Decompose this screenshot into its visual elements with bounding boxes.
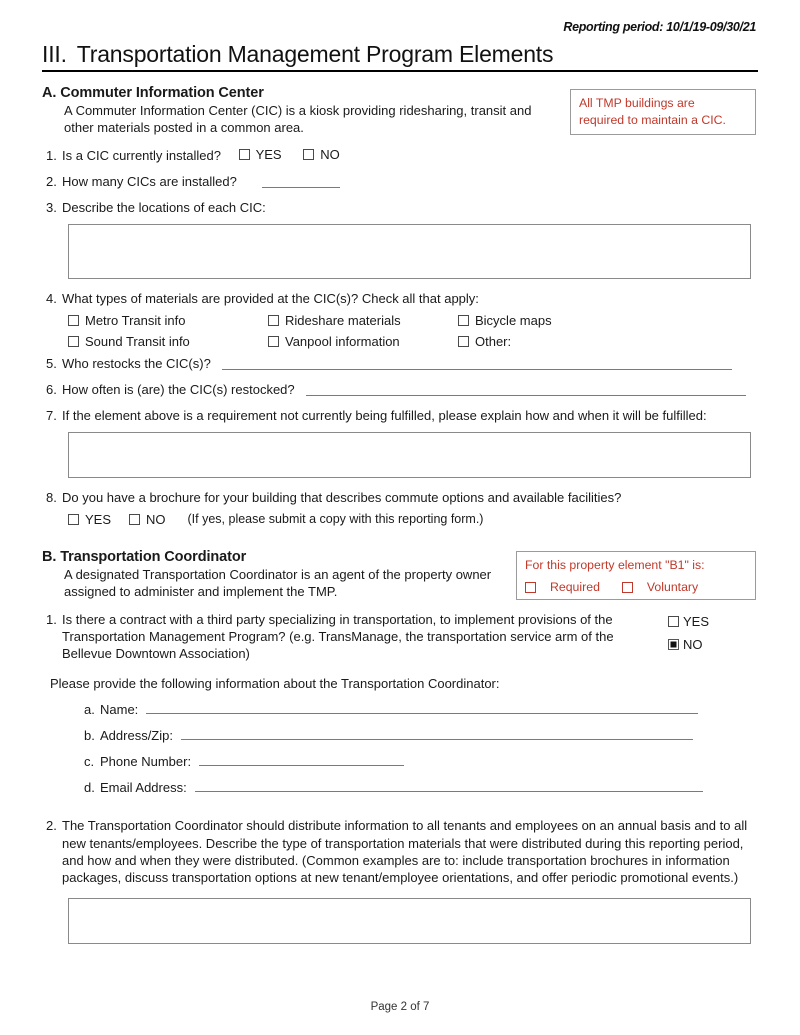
checkbox-a4-metro-transit-info[interactable] [68, 313, 268, 328]
field-label: Email Address: [100, 780, 187, 796]
checkbox-label: Metro Transit info [85, 312, 186, 328]
field-coordinator-email [84, 780, 758, 795]
checkbox-icon[interactable] [668, 639, 679, 650]
checkbox-icon[interactable] [458, 315, 469, 326]
question-a5-number: 5. [46, 355, 57, 371]
checkbox-icon[interactable] [525, 582, 536, 593]
checkbox-a1-no[interactable] [303, 146, 340, 163]
checkbox-icon[interactable] [239, 149, 250, 160]
callout-b1-title: For this property element "B1" is: [525, 557, 705, 572]
question-b1-number: 1. [46, 611, 57, 627]
checkbox-row [68, 334, 758, 349]
checkbox-group-a4-materials [68, 313, 758, 349]
checkbox-label: Other: [475, 333, 512, 349]
section-b [42, 549, 758, 945]
checkbox-label: Bicycle maps [475, 312, 552, 328]
page-footer: Page 2 of 7 [370, 1001, 430, 1013]
checkbox-a8-no-label: NO [146, 511, 166, 527]
field-letter: c. [84, 754, 95, 770]
field-label: Phone Number: [100, 754, 192, 770]
checkbox-a4-sound-transit-info[interactable] [68, 334, 268, 349]
question-b1 [42, 611, 758, 663]
checkbox-b1-no-label: NO [683, 636, 703, 652]
checkbox-a1-yes-label: YES [255, 146, 282, 162]
checkbox-icon[interactable] [268, 315, 279, 326]
checkbox-b1-required-label: Required [550, 579, 600, 594]
field-coordinator-phone [84, 754, 758, 769]
checkbox-b1-required[interactable] [525, 579, 622, 596]
question-a2 [42, 173, 758, 190]
checkbox-icon[interactable] [668, 616, 679, 627]
checkbox-b1-voluntary-label: Voluntary [646, 579, 699, 594]
checkbox-icon[interactable] [458, 336, 469, 347]
checkbox-icon[interactable] [268, 336, 279, 347]
input-coordinator-address[interactable] [181, 729, 693, 740]
checkbox-a1-yes[interactable] [239, 146, 282, 163]
checkbox-label: Sound Transit info [85, 333, 190, 349]
question-a6-text: How often is (are) the CIC(s) restocked? [62, 382, 295, 398]
question-a4-text: What types of materials are provided at the CIC(s)? Check all that apply: [62, 290, 479, 306]
input-a2-cic-count[interactable] [262, 176, 340, 188]
question-a8 [42, 489, 758, 506]
field-letter: a. [84, 702, 95, 718]
question-b2 [42, 817, 758, 886]
section-b-description: A designated Transportation Coordinator is an agent of the property owner assigned to administer and implement the TMP. [64, 566, 492, 600]
checkbox-label: Rideshare materials [285, 312, 401, 328]
checkbox-icon[interactable] [68, 315, 79, 326]
input-coordinator-phone[interactable] [199, 755, 404, 766]
question-a2-number: 2. [46, 173, 57, 189]
checkbox-a8-yes-label: YES [85, 511, 112, 527]
question-a5-text: Who restocks the CIC(s)? [62, 355, 211, 371]
checkbox-icon[interactable] [303, 149, 314, 160]
question-a8-choices [68, 512, 758, 527]
question-b2-number: 2. [46, 818, 57, 834]
question-a3-text: Describe the locations of each CIC: [62, 200, 266, 216]
checkbox-a4-other[interactable] [458, 334, 511, 349]
question-b1-text: Is there a contract with a third party specializing in transportation, to implement provisions of the Transportation Management Program? (e.g. TransManage, the transportation service arm of the Bellevue Downtown Association) [62, 611, 614, 662]
input-coordinator-email[interactable] [195, 781, 703, 792]
question-a7-text: If the element above is a requirement not currently being fulfilled, please explain how and when it will be fulfilled: [62, 408, 707, 424]
field-coordinator-address [84, 728, 758, 743]
checkbox-icon[interactable] [622, 582, 633, 593]
input-a5-restocker[interactable] [222, 358, 732, 370]
checkbox-a4-bicycle-maps[interactable] [458, 313, 552, 328]
question-a1-text: Is a CIC currently installed? [62, 147, 221, 163]
field-label: Address/Zip: [100, 728, 173, 744]
section-a [42, 85, 758, 527]
question-a4-number: 4. [46, 290, 57, 306]
question-a6-number: 6. [46, 382, 57, 398]
input-a3-locations[interactable] [68, 224, 751, 279]
input-b2-distribution-description[interactable] [68, 898, 751, 944]
checkbox-row [68, 313, 758, 328]
input-a7-fulfillment-plan[interactable] [68, 432, 751, 478]
page-title-text: Transportation Management Program Elements [76, 41, 554, 67]
question-a3 [42, 199, 758, 216]
question-a7 [42, 407, 758, 424]
callout-cic-requirement [570, 89, 756, 135]
input-coordinator-name[interactable] [146, 703, 698, 714]
coordinator-intro: Please provide the following information about the Transportation Coordinator: [50, 676, 500, 692]
section-a-heading: A. Commuter Information Center [42, 85, 264, 101]
callout-cic-line1: All TMP buildings are [579, 96, 695, 110]
checkbox-b1-yes-label: YES [683, 613, 710, 629]
checkbox-a1-no-label: NO [320, 146, 340, 162]
field-coordinator-name [84, 702, 758, 717]
callout-b1-requirement [516, 551, 756, 600]
question-a8-text: Do you have a brochure for your building that describes commute options and available facilities? [62, 489, 622, 505]
section-a-description: A Commuter Information Center (CIC) is a kiosk providing ridesharing, transit and other materials posted in a common area. [64, 103, 532, 136]
reporting-period: Reporting period: 10/1/19-09/30/21 [563, 20, 756, 34]
question-a2-text: How many CICs are installed? [62, 173, 237, 189]
checkbox-b1-voluntary[interactable] [622, 579, 698, 596]
field-letter: d. [84, 780, 95, 796]
question-a3-number: 3. [46, 200, 57, 216]
checkbox-a8-yes[interactable] [68, 512, 111, 527]
question-a7-number: 7. [46, 408, 57, 424]
field-letter: b. [84, 728, 95, 744]
question-a8-number: 8. [46, 489, 57, 505]
callout-cic-line2: required to maintain a CIC. [579, 112, 726, 127]
question-a8-note: (If yes, please submit a copy with this reporting form.) [187, 512, 484, 527]
checkbox-a8-no[interactable] [129, 512, 166, 527]
checkbox-icon[interactable] [68, 514, 79, 525]
question-a5 [42, 355, 758, 372]
question-a1 [42, 146, 758, 164]
question-a4 [42, 290, 758, 307]
checkbox-label: Vanpool information [285, 333, 400, 349]
question-b1-choices [662, 611, 758, 660]
checkbox-icon[interactable] [129, 514, 140, 525]
checkbox-icon[interactable] [68, 336, 79, 347]
checkbox-a4-vanpool-information[interactable] [268, 334, 458, 349]
checkbox-b1-yes[interactable] [668, 613, 758, 630]
page-title [42, 41, 758, 72]
field-label: Name: [100, 702, 139, 718]
checkbox-a4-rideshare-materials[interactable] [268, 313, 458, 328]
question-a1-number: 1. [46, 147, 57, 163]
question-b2-text: The Transportation Coordinator should distribute information to all tenants and employees on an annual basis and to all new tenants/employees. Describe the type of transportation materials that were distributed during this reporting period, and how and when they were distributed. (Common examples are to: include transportation brochures in information packages, discuss transportation options at new tenant/employee orientations, and offer periodic promotional events.) [62, 818, 748, 886]
section-b-heading: B. Transportation Coordinator [42, 548, 247, 565]
page-title-number: III. [42, 41, 67, 67]
input-a6-restock-frequency[interactable] [306, 384, 746, 396]
question-a6 [42, 381, 758, 398]
checkbox-b1-no[interactable] [668, 636, 758, 653]
